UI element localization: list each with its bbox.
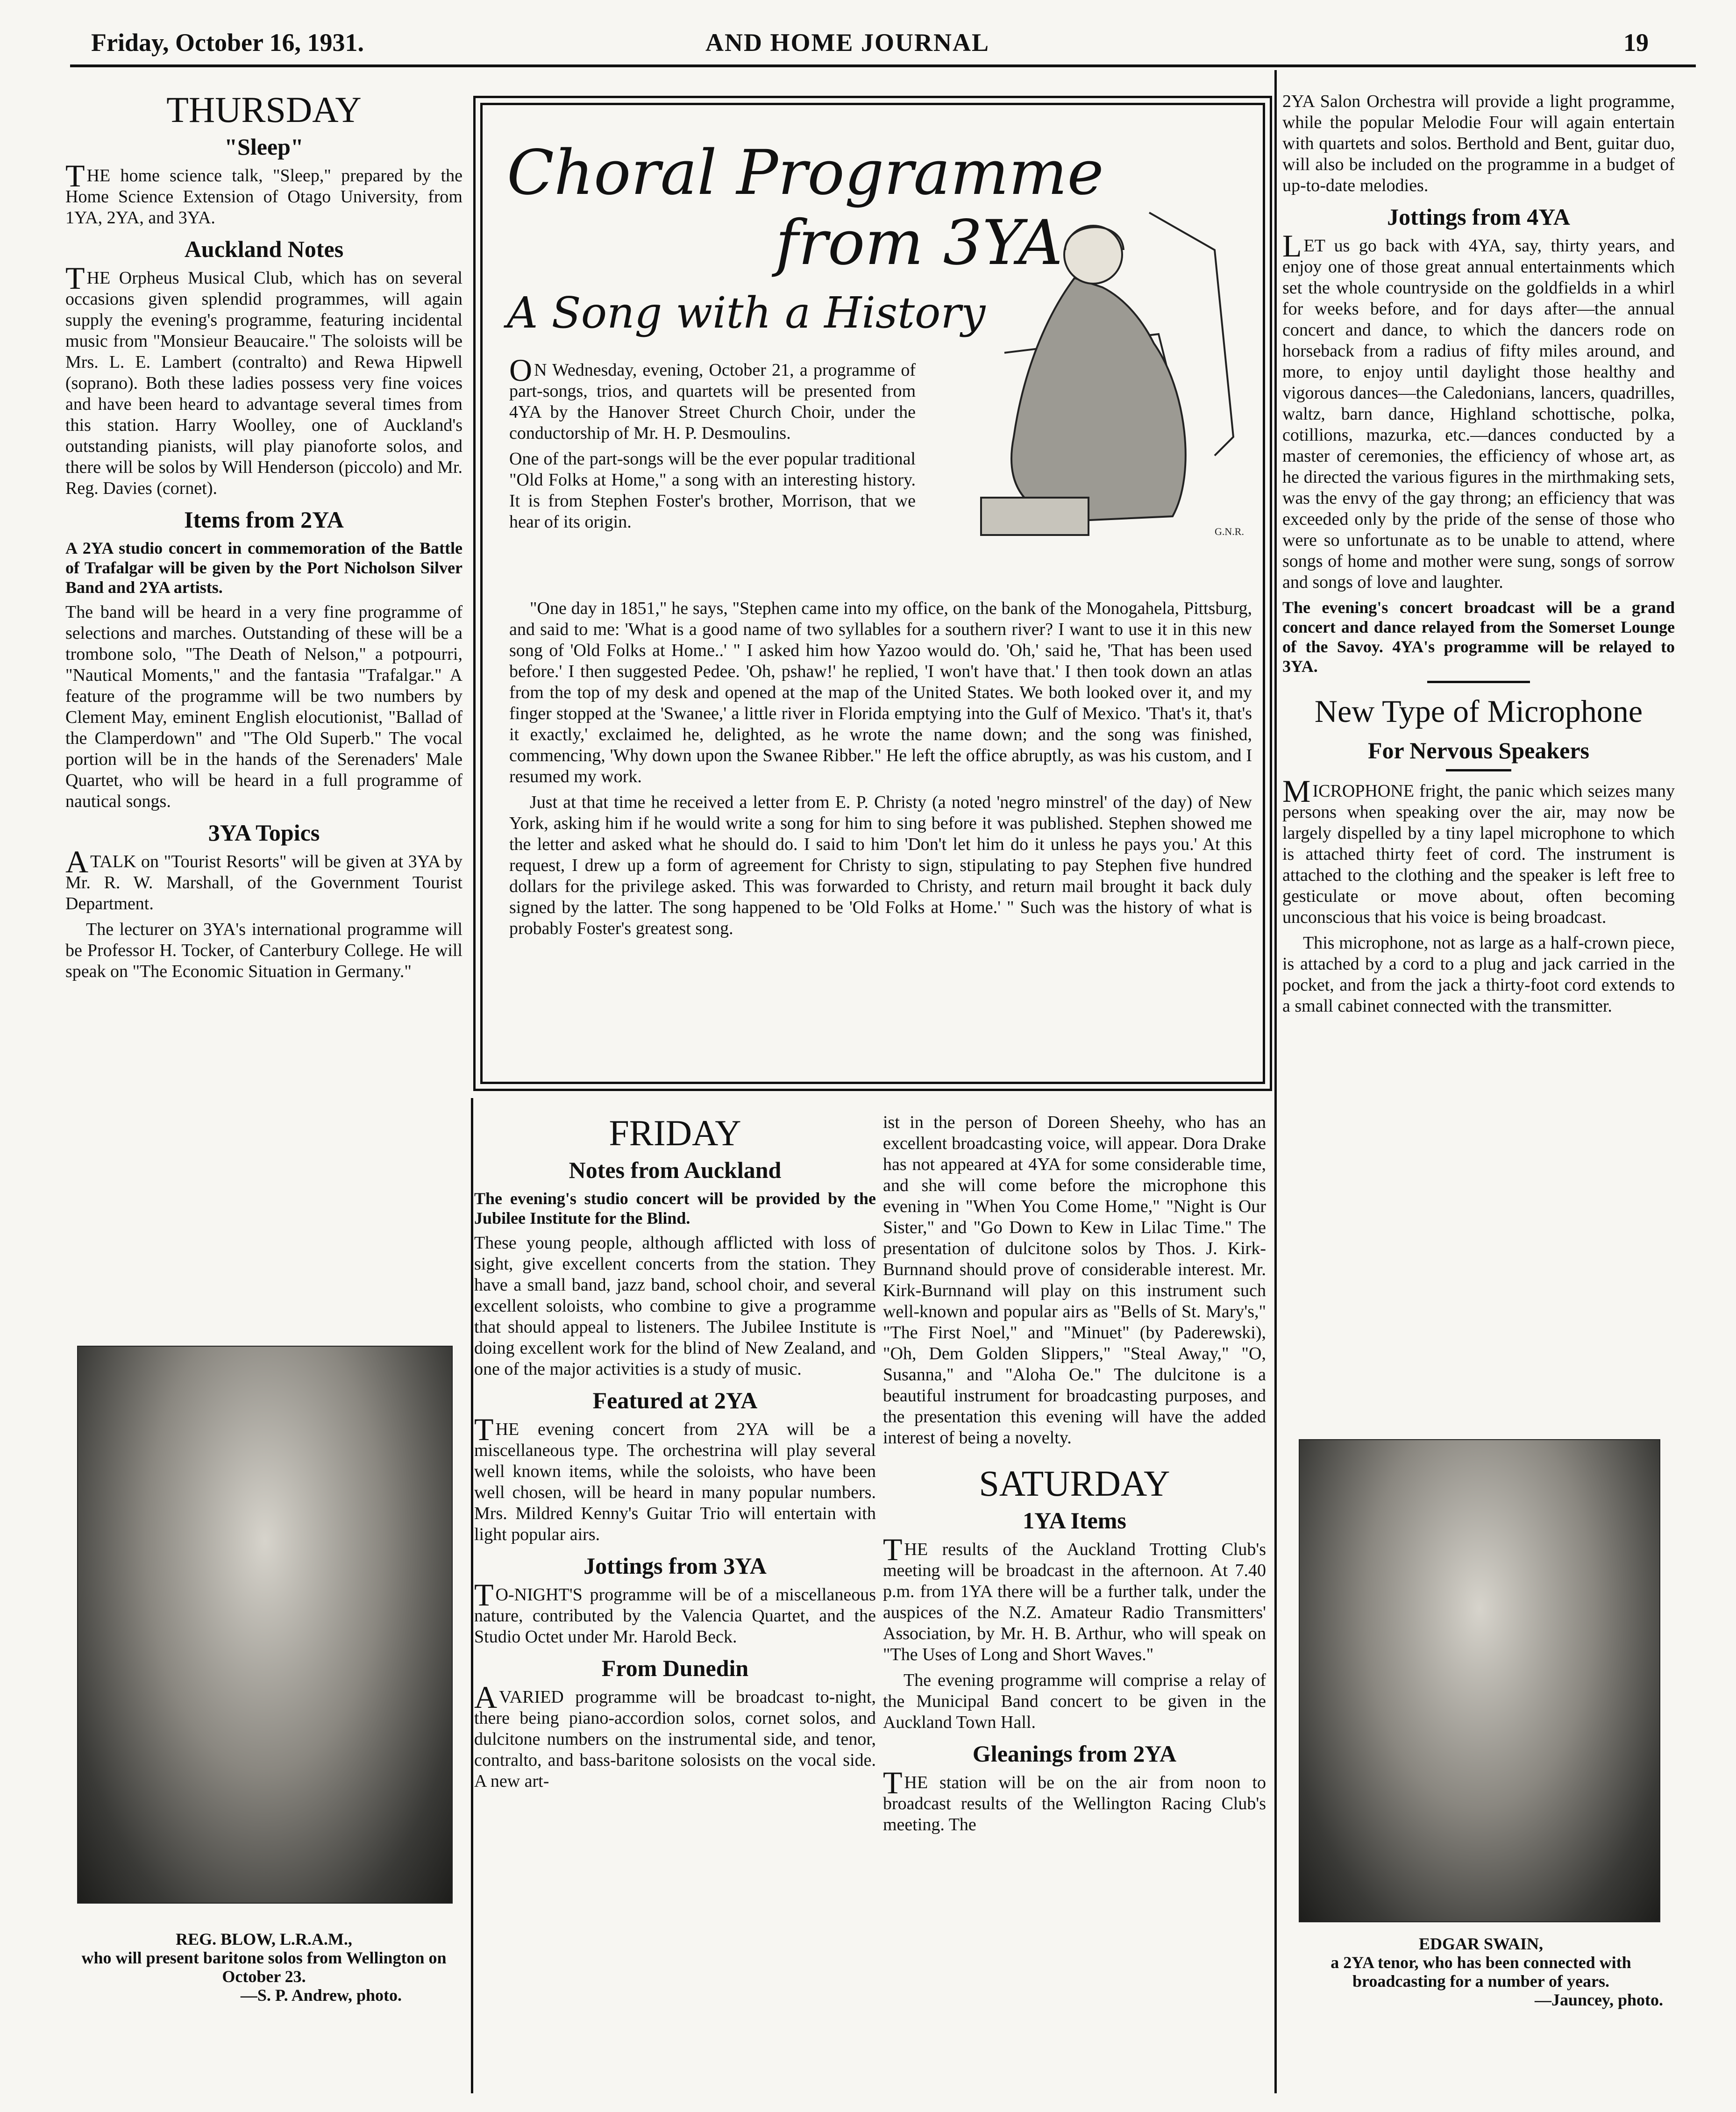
items-1ya-paragraph-1: THE results of the Auckland Trotting Club's meeting will be broadcast in the afternoon. At 7.40 p.m. from 1YA there will be a further talk, under the auspices of the N.Z. Amateur Radio Transmitters' Association, by Mr. H. B. Arthur, who will speak on "The Uses of Long and Short Waves." — [883, 1532, 1266, 1664]
from-dunedin-paragraph: AVARIED programme will be broadcast to-night, there being piano-accordion solos, cornet solos, and dulcitone numbers on the instrumental side, and tenor, contralto, and bass-baritone solosists on the vocal side. A new art- — [474, 1679, 876, 1791]
gleanings-2ya-heading: Gleanings from 2YA — [972, 1741, 1177, 1767]
page-date: Friday, October 16, 1931. — [91, 29, 364, 57]
choral-title-line-1: Choral Programme — [507, 137, 1104, 209]
jottings-4ya-summary: The evening's concert broadcast will be a grand concert and dance relayed from the Somerset Lounge of the Savoy. 4YA's programme will be relayed to 3YA. — [1282, 598, 1675, 676]
column-1 — [65, 89, 462, 987]
figure-body — [1011, 278, 1186, 521]
edgar-swain-name: EDGAR SWAIN, — [1418, 1934, 1544, 1953]
microphone-paragraph-1: MICROPHONE fright, the panic which seizes many persons when speaking over the air, may now be largely dispelled by a tiny lapel microphone to which is attached thirty feet of cord. The instrument is attached to the clothing and the speaker is left free to gesticulate or move about, often becoming unconscious that his voice is being broadcast. — [1282, 773, 1675, 927]
saturday-heading: SATURDAY — [979, 1463, 1170, 1504]
choral-paragraph-4: Just at that time he received a letter from E. P. Christy (a noted 'negro minstrel' of the day) of New York, asking him if he would write a song for him to sing before it was published. Stephen showed me the letter and asked what he should do. I said to him 'Don't let him do it unless he pays you.' At this request, I drew up a form of agreement for Christy to sign, stipulating to pay Stephen five hundred dollars for the privilege asked. This was forwarded to Christy, and return mail brought it back duly signed by the latter. The song happened to be 'Old Folks at Home.' " Such was the history of what is probably Foster's greatest song. — [509, 792, 1252, 938]
edgar-swain-caption — [1289, 1934, 1672, 2009]
reg-blow-description: who will present baritone solos from Wellington on October 23. — [81, 1948, 447, 1986]
page-number: 19 — [1623, 29, 1649, 57]
choral-column-bottom — [509, 598, 1252, 944]
choral-paragraph-1: ON Wednesday, evening, October 21, a programme of part-songs, trios, and quartets will be presented from 4YA by the Hanover Street Church Choir, under the conductorship of Mr. H. P. Desmoulins. — [509, 352, 916, 443]
items-1ya-paragraph-2: The evening programme will comprise a relay of the Municipal Band concert to be given in the Auckland Town Hall. — [883, 1670, 1266, 1732]
section-divider — [1427, 681, 1530, 683]
choral-paragraph-3: "One day in 1851," he says, "Stephen came into my office, on the bank of the Monogahela, Pittsburg, and said to me: 'What is a good name of two syllables for a southern river? I want to use it in this new song of 'Old Folks at Home..' " I asked him how Yazoo would do. 'Oh,' said he, 'That has been used before.' I then suggested Pedee. 'Oh, pshaw!' he replied, 'I won't have that.' I then took down an atlas from the top of my desk and opened at the map of the United States. We both looked over it, and my finger stopped at the 'Swanee,' a little river in Florida emptying into the Gulf of Mexico. 'That's it, that's it exactly,' exclaimed he, delighted, as he wrote the name down; and the song was finished, commencing, 'Why down upon the Swanee Ribber." He left the office abruptly, as was his custom, and I resumed my work. — [509, 599, 1252, 786]
new-microphone-heading: New Type of Microphone — [1314, 693, 1643, 729]
section-divider-2 — [1446, 769, 1511, 771]
from-dunedin-heading: From Dunedin — [601, 1655, 749, 1681]
column-rule-3 — [1274, 70, 1277, 2093]
friday-heading: FRIDAY — [609, 1113, 741, 1153]
header-rule — [70, 64, 1696, 67]
jottings-4ya-heading: Jottings from 4YA — [1387, 204, 1570, 230]
choral-paragraph-2: One of the part-songs will be the ever popular traditional "Old Folks at Home," a song with an interesting history. It is from Stephen Foster's brother, Morrison, that we hear of its origin. — [509, 449, 916, 532]
auckland-notes-paragraph: THE Orpheus Musical Club, which has on several occasions given splendid programmes, will again supply the evening's programme, featuring incidental music from "Monsieur Beaucaire." The soloists will be Mrs. L. E. Lambert (contralto) and Rewa Hipwell (soprano). Both these ladies possess very fine voices and have been heard to advantage several times from this station. Harry Woolley, one of Auckland's outstanding pianists, will play pianoforte solos, and there will be solos by Will Henderson (piccolo) and Mr. Reg. Davies (cornet). — [65, 260, 462, 498]
microphone-paragraph-2: This microphone, not as large as a half-crown piece, is attached by a cord to a plug and jack carried in the pocket, and from the jack a thirty-foot cord extends to a small cabinet connected with the transmitter. — [1282, 933, 1675, 1016]
nervous-speakers-heading: For Nervous Speakers — [1367, 737, 1590, 763]
reg-blow-photo — [77, 1346, 453, 1904]
dunedin-continued-paragraph: ist in the person of Doreen Sheehy, who has an excellent broadcasting voice, will appear. Dora Drake has not appeared at 4YA for some considerable time, and she will come before the microphone this evening in "When You Come Home," "Night is Our Sister," and "Go Down to Kew in Lilac Time." The presentation of dulcitone solos by Thos. J. Kirk-Burnnand should prove of considerable interest. Mr. Kirk-Burnnand will play on this instrument such well-known and popular airs as "Bells of St. Mary's," "The First Noel," and "Minuet" (by Paderewski), "Oh, Dem Golden Slippers," "Steal Away," "O, Susanna," and "Aloha Oe." The dulcitone is a beautiful instrument for broadcasting purposes, and the presentation this evening will have the added interest of being a novelty. — [883, 1113, 1266, 1448]
jottings-3ya-paragraph: TO-NIGHT'S programme will be of a miscellaneous nature, contributed by the Valencia Quartet, and the Studio Octet under Mr. Harold Beck. — [474, 1577, 876, 1647]
items-2ya-summary: A 2YA studio concert in commemoration of the Battle of Trafalgar will be given by the Port Nicholson Silver Band and 2YA artists. — [65, 539, 462, 597]
notes-auckland-paragraph: These young people, although afflicted with loss of sight, give excellent concerts from the station. They have a small band, jazz band, school choir, and several excellent soloists, who combine to give a programme that should appeal to listeners. The Jubilee Institute is doing excellent work for the blind of New Zealand, and one of the major activities is a study of music. — [474, 1233, 876, 1379]
sleep-heading: "Sleep" — [224, 134, 304, 160]
salon-orchestra-paragraph: 2YA Salon Orchestra will provide a light programme, while the popular Melodie Four will again entertain with quartets and solos. Berthold and Bent, guitar duo, will also be included on the programme in a budget of up-to-date melodies. — [1282, 92, 1675, 195]
featured-2ya-heading: Featured at 2YA — [592, 1387, 758, 1413]
edgar-swain-credit: —Jauncey, photo. — [1534, 1991, 1663, 2009]
reg-blow-name: REG. BLOW, L.R.A.M., — [176, 1930, 352, 1948]
featured-2ya-paragraph: THE evening concert from 2YA will be a miscellaneous type. The orchestrina will play several well known items, while the soloists, who have been well chosen, will be heard in many popular numbers. Mrs. Mildred Kenny's Guitar Trio will entertain with light popular airs. — [474, 1412, 876, 1544]
sketch-initials: G.N.R. — [1215, 526, 1244, 537]
friday-column — [474, 1112, 876, 1797]
items-1ya-heading: 1YA Items — [1023, 1507, 1126, 1534]
footstool — [981, 498, 1089, 535]
sleep-paragraph: THE home science talk, "Sleep," prepared by the Home Science Extension of Otago University, from 1YA, 2YA, and 3YA. — [65, 158, 462, 228]
edgar-swain-description: a 2YA tenor, who has been connected with broadcasting for a number of years. — [1330, 1953, 1631, 1991]
gleanings-2ya-paragraph: THE station will be on the air from noon to broadcast results of the Wellington Racing Club's meeting. The — [883, 1765, 1266, 1834]
choral-column-top — [509, 352, 916, 537]
thursday-heading: THURSDAY — [166, 89, 362, 130]
old-woman-sketch — [953, 194, 1252, 549]
paper-name: AND HOME JOURNAL — [705, 29, 989, 57]
items-2ya-heading: Items from 2YA — [184, 507, 344, 533]
topics-3ya-paragraph-2: The lecturer on 3YA's international programme will be Professor H. Tocker, of Canterbury College. He will speak on "The Economic Situation in Germany." — [65, 920, 462, 981]
column-4 — [1282, 91, 1675, 1021]
notes-auckland-summary: The evening's studio concert will be provided by the Jubilee Institute for the Blind. — [474, 1189, 876, 1227]
auckland-notes-heading: Auckland Notes — [184, 236, 344, 262]
reg-blow-caption — [70, 1930, 458, 2005]
column-3-lower — [883, 1112, 1266, 1840]
choral-title-line-2: from 3YA — [776, 207, 1063, 279]
jottings-3ya-heading: Jottings from 3YA — [583, 1553, 767, 1579]
edgar-swain-photo — [1299, 1439, 1660, 1922]
notes-auckland-heading: Notes from Auckland — [569, 1157, 782, 1183]
topics-3ya-paragraph-1: ATALK on "Tourist Resorts" will be given at 3YA by Mr. R. W. Marshall, of the Government Tourist Department. — [65, 844, 462, 913]
topics-3ya-heading: 3YA Topics — [208, 820, 320, 846]
jottings-4ya-paragraph: LET us go back with 4YA, say, thirty years, and enjoy one of those great annual entertainments which set the whole countryside on the goldfields in a whirl for weeks before, and for days after—the annual concert and dance, to which the dancers rode on horseback from a radius of fifty miles around, and more, to enjoy until daylight those healthy and vigorous dances—the Caledonians, lancers, quadrilles, waltz, barn dance, Highland schottische, polka, cotillions, mazurka, etc.—dances conducted by a master of ceremonies, the efficiency of whose art, as he directed the various figures in the mirthmaking sets, was the envy of the gay throng; an efficiency that was exceeded only by the pride of the sense of those who were so unfortunate as to be unable to attend, where songs of home and mother were sung, songs of sorrow and songs of love and laughter. — [1282, 228, 1675, 592]
reg-blow-credit: —S. P. Andrew, photo. — [240, 1986, 402, 2005]
column-rule-1 — [471, 1098, 473, 2093]
choral-subtitle: A Song with a History — [507, 288, 986, 338]
items-2ya-paragraph: The band will be heard in a very fine programme of selections and marches. Outstanding of these will be a trombone solo, "The Death of Nelson," a potpourri, "Nautical Moments," and the fantasia "Trafalgar." A feature of the programme will be two numbers by Clement May, eminent English elocutionist, "Ballad of the Clamperdown" and "The Old Superb." The vocal portion will be in the hands of the Serenaders' Male Quartet, who will be heard in a full programme of nautical songs. — [65, 602, 462, 811]
